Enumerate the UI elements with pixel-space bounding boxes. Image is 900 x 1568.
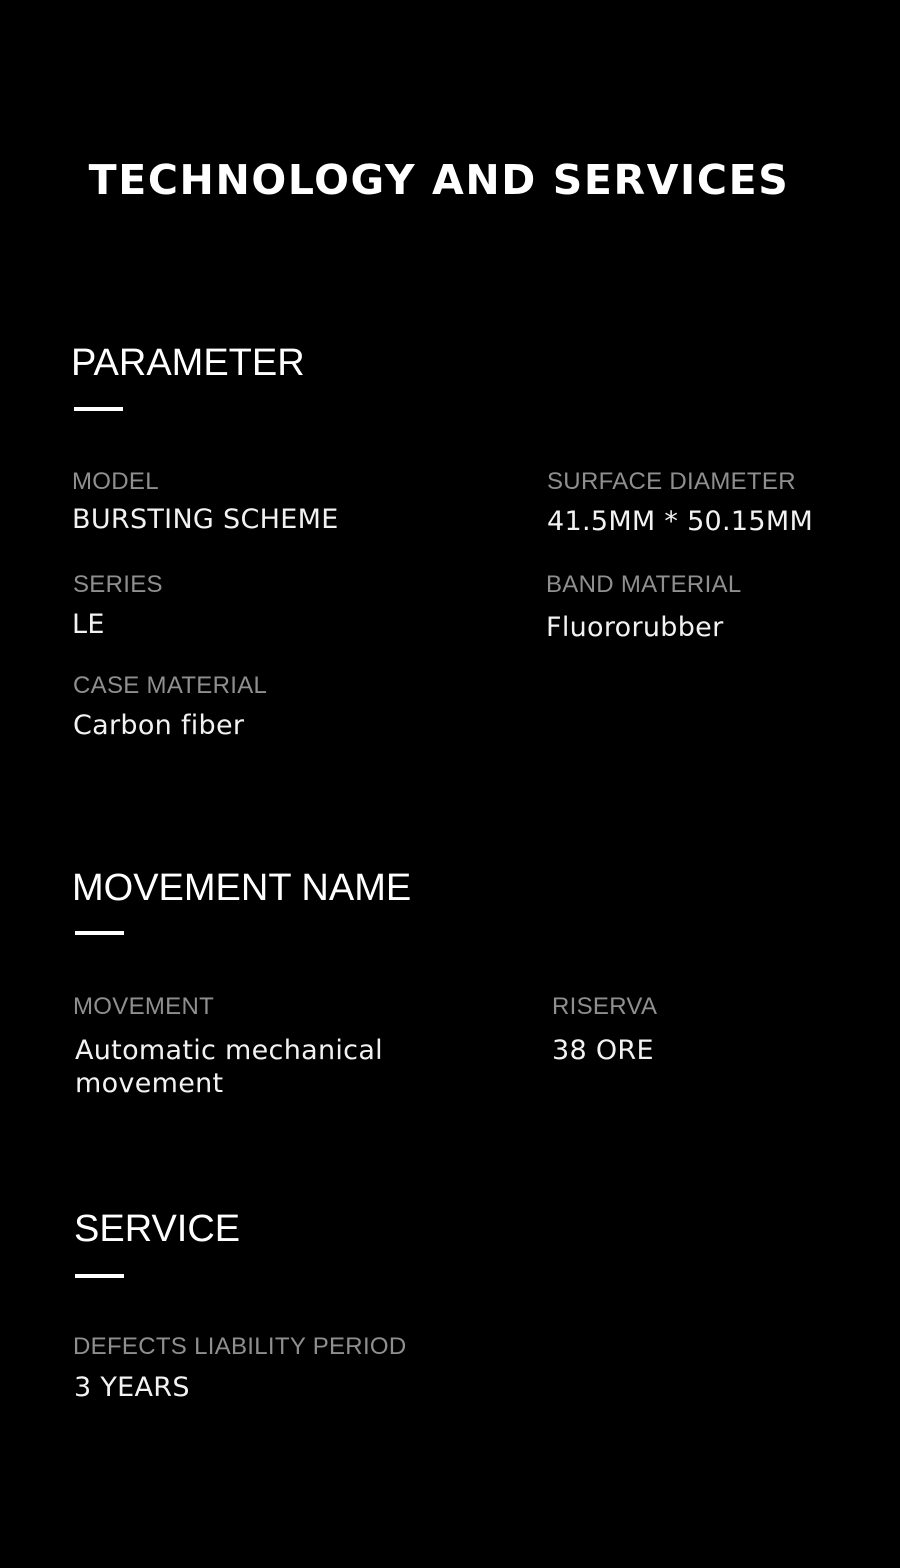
band-material-value: Fluororubber <box>546 612 724 643</box>
defects-liability-period-value: 3 YEARS <box>74 1372 190 1403</box>
defects-liability-period-label: DEFECTS LIABILITY PERIOD <box>73 1333 407 1360</box>
case-material-label: CASE MATERIAL <box>73 672 268 699</box>
surface-diameter-value: 41.5MM * 50.15MM <box>547 506 814 537</box>
series-label: SERIES <box>73 571 163 598</box>
model-label: MODEL <box>72 468 159 495</box>
surface-diameter-label: SURFACE DIAMETER <box>547 468 796 495</box>
case-material-value: Carbon fiber <box>73 710 245 741</box>
riserva-label: RISERVA <box>552 993 658 1020</box>
riserva-value: 38 ORE <box>552 1035 654 1066</box>
service-heading: SERVICE <box>74 1208 241 1250</box>
movement-value: Automatic mechanical movement <box>75 1035 383 1099</box>
movement-label: MOVEMENT <box>73 993 215 1020</box>
movement-heading: MOVEMENT NAME <box>72 867 412 909</box>
model-value: BURSTING SCHEME <box>72 504 339 535</box>
parameter-heading-underline <box>74 407 123 411</box>
parameter-heading: PARAMETER <box>71 342 305 384</box>
band-material-label: BAND MATERIAL <box>546 571 742 598</box>
service-heading-underline <box>75 1274 124 1278</box>
page-title: TECHNOLOGY AND SERVICES <box>88 156 790 204</box>
series-value: LE <box>72 609 105 640</box>
movement-heading-underline <box>75 931 124 935</box>
